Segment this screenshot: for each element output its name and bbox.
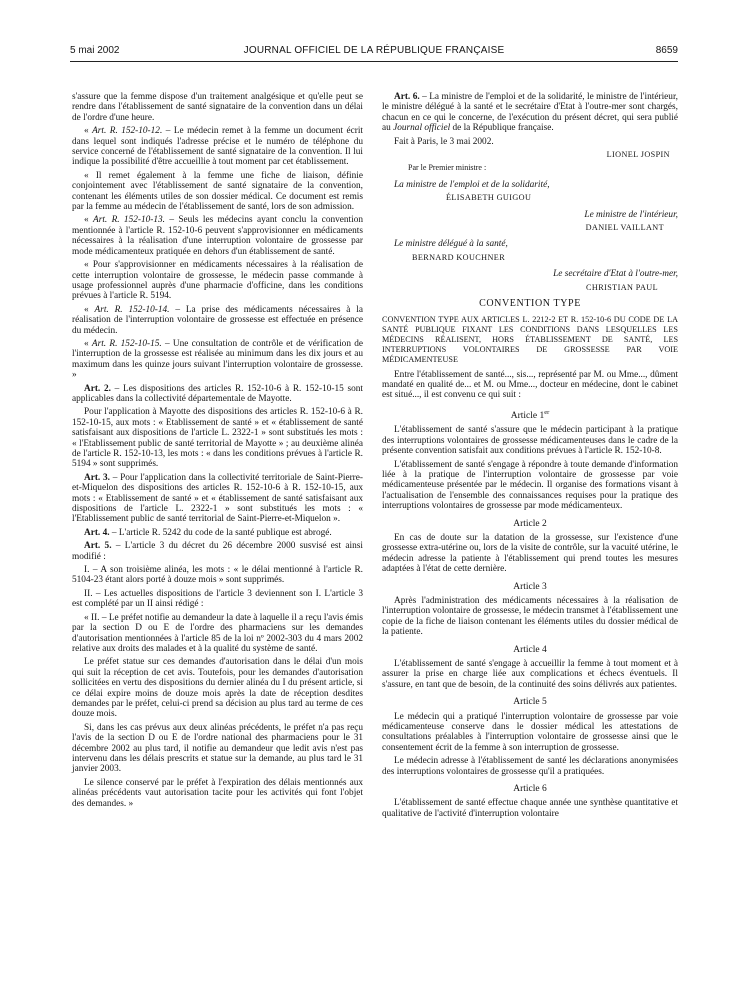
- paragraph: « II. – Le préfet notifie au demandeur la date à laquelle il a reçu l'avis émis par la section D ou E de l'ordre des pharmaciens sur les demandes d'autorisation mentionnées à l'article 85 de la loi nº 2002-303 du 4 mars 2002 relative aux droits des malades et à la qualité du système de santé.: [72, 612, 363, 654]
- paragraph: « Art. R. 152-10-15. – Une consultation de contrôle et de vérification de l'interruption de la grossesse est réalisée au minimum dans les dix jours et au maximum dans les quinze jours suivant l'interruption volontaire de grossesse. »: [72, 338, 363, 381]
- paragraph: Pour l'application à Mayotte des dispositions des articles R. 152-10-6 à R. 152-10-15, aux mots : « Etablissement de santé » et « établissement de santé satisfaisant aux dispositions de l'article L. 2322-1 » sont substitués les mots : « l'Etablissement public de santé territorial de Mayotte » ; au deuxième alinéa de l'article R. 152-10-13, les mots : « dans les conditions prévues à l'article R. 5194 » sont supprimés.: [72, 407, 363, 470]
- paragraph: « Pour s'approvisionner en médicaments nécessaires à la réalisation de cette interruption volontaire de grossesse, le médecin passe commande à usage professionnel auprès d'une pharmacie d'officine, dans les conditions prévues à l'article R. 5194.: [72, 260, 363, 302]
- article-label: Art. 2.: [84, 383, 111, 394]
- paragraph: L'établissement de santé s'engage à répondre à toute demande d'information liée à la pratique de l'interruption volontaire de grossesse par voie médicamenteuse présentée par le médecin. Il organise des formations visant à l'actualisation de l'ensemble des connaissances requises pour la pratique des interruptions volontaires de grossesse par mode médicamenteux.: [382, 459, 678, 512]
- signature-name: CHRISTIAN PAUL: [586, 282, 658, 292]
- paragraph: [72, 528, 363, 538]
- paragraph: En cas de doute sur la datation de la grossesse, sur l'existence d'une grossesse extra-utérine ou, lors de la visite de contrôle, sur la vacuité utérine, le médecin adresse la patiente à l'établissement qui prend toutes les mesures adaptées à l'état de cette dernière.: [382, 532, 678, 575]
- article-heading-sup: er: [544, 408, 550, 416]
- article-label: Art. 3.: [84, 472, 110, 483]
- right-column: [382, 92, 678, 822]
- paragraph: I. – A son troisième alinéa, les mots : « le délai mentionné à l'article R. 5104-23 étant alors porté à douze mois » sont supprimés.: [72, 565, 363, 586]
- paragraph: II. – Les actuelles dispositions de l'article 3 deviennent son I. L'article 3 est complété par un II ainsi rédigé :: [72, 588, 363, 610]
- left-column: [72, 92, 363, 812]
- paragraph: Le préfet statue sur ces demandes d'autorisation dans le délai d'un mois qui suit la réception de cet avis. Toutefois, pour les demandes d'autorisation sollicitées en vertu des dispositions du dernier alinéa du I du présent article, si ce délai expire moins de douze mois après la date de réception desdites demandes par le préfet, celui-ci prend sa décision au plus tard au terme de ces douze mois.: [72, 657, 363, 720]
- paragraph: L'établissement de santé s'engage à accueillir la femme à tout moment et à assurer la prise en charge liée aux complications et échecs éventuels. Il s'assure, en tant que de besoin, de la continuité des soins délivrés aux patientes.: [382, 659, 678, 690]
- article-heading: Article 3: [513, 581, 547, 592]
- issue-date: 5 mai 2002: [70, 45, 120, 56]
- article-heading-text: Article 1: [510, 410, 545, 421]
- article-heading: Article 2: [513, 518, 547, 529]
- article-ref: Art. R. 152-10-13.: [93, 215, 165, 226]
- signatory-title: Le ministre de l'intérieur,: [584, 209, 678, 220]
- signatory-title: Le ministre délégué à la santé,: [394, 239, 508, 250]
- signatory-title: Le secrétaire d'Etat à l'outre-mer,: [553, 269, 678, 280]
- article-ref: Art. R. 152-10-15.: [91, 338, 162, 349]
- paragraph-text: – Seuls les médecins ayant conclu la convention mentionnée à l'article R. 152-10-6 peuvent s'approvisionner en médicaments nécessaires à la réalisation d'une interruption volontaire de grossesse par mode médicamenteux pratiquée en dehors d'un établissement de santé.: [72, 215, 363, 257]
- article-heading: Article 5: [513, 697, 547, 708]
- signature-name: BERNARD KOUCHNER: [412, 252, 506, 262]
- paragraph: « Art. R. 152-10-14. – La prise des médicaments nécessaires à la réalisation de l'interruption volontaire de grossesse est effectuée en présence du médecin.: [72, 304, 363, 336]
- article-heading: Article 4: [513, 644, 547, 655]
- paragraph-text: – La ministre de l'emploi et de la solidarité, le ministre de l'intérieur, le ministre délégué à la santé et le secrétaire d'Etat à l'outre-mer sont chargés, chacun en ce qui le concerne, de l'exécution du présent décret, qui sera publié au: [382, 92, 678, 134]
- paragraph: [72, 384, 363, 405]
- convention-subtitle: CONVENTION TYPE AUX ARTICLES L. 2212-2 ET R. 152-10-6 DU CODE DE LA SANTÉ PUBLIQUE FIXANT LES CONDITIONS DANS LESQUELLES LES MÉDECINS RÉALISENT, HORS ÉTABLISSEMENT DE SANTÉ, LES INTERRUPTIONS VOLONTAIRES DE GROSSESSE PAR VOIE MÉDICAMENTEUSE: [382, 314, 678, 364]
- paragraph-text: – Une consultation de contrôle et de vérification de l'interruption de la grossesse est réalisée au minimum dans les dix jours et au maximum dans les quinze jours suivant l'interruption volontaire de grossesse. »: [72, 338, 363, 381]
- paragraph-text: – Les dispositions des articles R. 152-10-6 à R. 152-10-15 sont applicables dans la collectivité départementale de Mayotte.: [72, 383, 363, 404]
- journal-ref: Journal officiel: [393, 123, 451, 134]
- paragraph: [72, 541, 363, 562]
- page-number: 8659: [655, 45, 678, 56]
- signatory-title: La ministre de l'emploi et de la solidarité,: [394, 179, 550, 190]
- paragraph: Le médecin qui a pratiqué l'interruption volontaire de grossesse par voie médicamenteuse conserve dans le dossier médical les attestations de consultations préalables à l'interruption volontaire de grossesse ainsi que le consentement écrit de la femme à son interruption de grossesse.: [382, 711, 678, 753]
- paragraph: L'établissement de santé effectue chaque année une synthèse quantitative et qualitative de l'activité d'interruption volontaire: [382, 798, 678, 819]
- article-label: Art. 4.: [84, 527, 110, 538]
- convention-title: CONVENTION TYPE: [479, 298, 581, 310]
- place-date: Fait à Paris, le 3 mai 2002.: [394, 136, 494, 147]
- paragraph: Le silence conservé par le préfet à l'expiration des délais mentionnés aux alinéas précédents vaut autorisation tacite pour les activités qui font l'objet des demandes. »: [72, 777, 363, 809]
- paragraph: « Art. R. 152-10-12. – Le médecin remet à la femme un document écrit dans lequel sont indiqués l'adresse précise et le numéro de téléphone du service concerné de l'établissement de santé signataire de la convention. Il lui indique la possibilité d'être accueillie à tout moment par cet établissement.: [72, 126, 363, 168]
- paragraph-text: – L'article 3 du décret du 26 décembre 2000 susvisé est ainsi modifié :: [72, 541, 363, 562]
- paragraph-text: de la République française.: [450, 123, 554, 134]
- page-header: [70, 43, 678, 62]
- paragraph: s'assure que la femme dispose d'un traitement analgésique et qu'elle peut se rendre dans l'établissement de santé signataire de la convention dans un délai de l'ordre d'une heure.: [72, 92, 363, 123]
- signature-name: LIONEL JOSPIN: [606, 150, 670, 160]
- article-label: Art. 6.: [394, 92, 420, 102]
- paragraph: L'établissement de santé s'assure que le médecin participant à la pratique des interruptions volontaires de grossesse médicamenteuses dans le cadre de la présente convention satisfait aux conditions prévues à l'article R. 152-10-8.: [382, 425, 678, 457]
- paragraph: « Art. R. 152-10-13. – Seuls les médecins ayant conclu la convention mentionnée à l'article R. 152-10-6 peuvent s'approvisionner en médicaments nécessaires à la réalisation d'une interruption volontaire de grossesse par mode médicamenteux pratiquée en dehors d'un établissement de santé.: [72, 215, 363, 257]
- article-heading: [382, 408, 678, 422]
- paragraph: [382, 92, 678, 134]
- paragraph: Entre l'établissement de santé..., sis..., représenté par M. ou Mme..., dûment mandaté en qualité de... et M. ou Mme..., docteur en médecine, dont le cabinet est situé..., il est convenu ce qui suit :: [382, 369, 678, 401]
- paragraph: Après l'administration des médicaments nécessaires à la réalisation de l'interruption volontaire de grossesse, le médecin transmet à l'établissement une copie de la fiche de liaison contenant les éléments utiles du dossier médical de la patiente.: [382, 595, 678, 638]
- paragraph: [72, 473, 363, 525]
- article-heading: Article 6: [513, 784, 547, 795]
- signature-intro: Par le Premier ministre :: [408, 163, 487, 173]
- paragraph-text: – La prise des médicaments nécessaires à la réalisation de l'interruption volontaire de grossesse est effectuée en présence du médecin.: [72, 304, 363, 336]
- signature-name: DANIEL VAILLANT: [585, 223, 664, 233]
- paragraph: « Il remet également à la femme une fiche de liaison, définie conjointement avec l'établissement de santé signataire de la convention, contenant les éléments utiles de son dossier médical. Ce document est remis par la femme au médecin de l'établissement de santé, lors de son admission.: [72, 170, 363, 213]
- article-label: Art. 5.: [84, 541, 112, 552]
- paragraph: Le médecin adresse à l'établissement de santé les déclarations anonymisées des interruptions volontaires de grossesse qu'il a pratiquées.: [382, 756, 678, 777]
- signature-name: ÉLISABETH GUIGOU: [446, 193, 532, 203]
- paragraph: Si, dans les cas prévus aux deux alinéas précédents, le préfet n'a pas reçu l'avis de la section D ou E de l'ordre national des pharmaciens pour le 31 décembre 2002 au plus tard, il notifie au demandeur que ledit avis n'est pas intervenu dans les délais prescrits et statue sur la demande, au plus tard le 31 janvier 2003.: [72, 722, 363, 775]
- article-ref: Art. R. 152-10-12.: [92, 126, 163, 137]
- article-ref: Art. R. 152-10-14.: [94, 304, 170, 315]
- paragraph-text: – Pour l'application dans la collectivité territoriale de Saint-Pierre-et-Miquelon des dispositions des articles R. 152-10-6 à R. 152-10-15, aux mots : « Etablissement de santé » et « établissement de santé satisfaisant aux dispositions de l'article L. 2322-1 » sont substitués les mots : « l'Etablissement public de santé territorial de Saint-Pierre-et-Miquelon ».: [72, 472, 363, 525]
- paragraph-text: – L'article R. 5242 du code de la santé publique est abrogé.: [109, 527, 332, 538]
- paragraph-text: – Le médecin remet à la femme un document écrit dans lequel sont indiqués l'adresse précise et le numéro de téléphone du service concerné de l'établissement de santé signataire de la convention. Il lui indique la possibilité d'être accueillie à tout moment par cet établissement.: [72, 126, 363, 168]
- journal-title: JOURNAL OFFICIEL DE LA RÉPUBLIQUE FRANÇAISE: [243, 45, 505, 56]
